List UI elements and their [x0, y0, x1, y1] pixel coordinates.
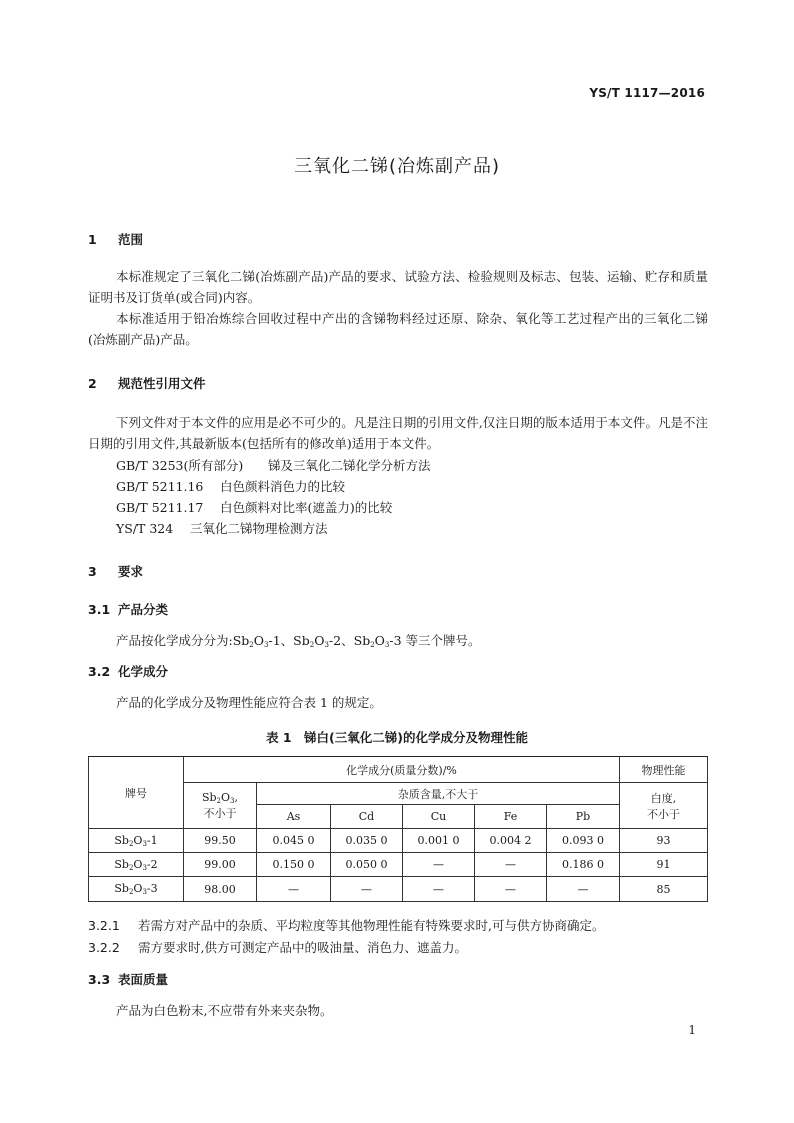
- cell-whiteness: 93: [620, 829, 708, 853]
- section-number: 3.1: [88, 602, 111, 617]
- cell-cd: —: [331, 877, 403, 902]
- section-number: 1: [88, 232, 97, 247]
- reference-title: 三氧化二锑物理检测方法: [190, 521, 328, 536]
- header-element: Cd: [331, 805, 403, 829]
- cell-pb: 0.093 0: [547, 829, 620, 853]
- cell-grade: $Sb_2O_3-3$: [89, 877, 184, 902]
- section-3-1-heading: [88, 600, 168, 618]
- table-row: [89, 829, 708, 853]
- header-whiteness: 白度, 不小于: [620, 783, 708, 829]
- cell-sb2o3: 99.50: [184, 829, 257, 853]
- section-title: 表面质量: [118, 972, 169, 987]
- cell-pb: 0.186 0: [547, 853, 620, 877]
- cell-fe: —: [475, 853, 547, 877]
- reference-item: [116, 519, 328, 537]
- section-3-2-heading: [88, 662, 168, 680]
- reference-title: 白色颜料消色力的比较: [220, 479, 346, 494]
- section-number: 2: [88, 376, 97, 391]
- clause-text: 若需方对产品中的杂质、平均粒度等其他物理性能有特殊要求时,可与供方协商确定。: [138, 918, 605, 933]
- header-chemical: 化学成分(质量分数)/%: [184, 757, 620, 783]
- section-2-paragraph-1: 下列文件对于本文件的应用是必不可少的。凡是注日期的引用文件,仅注日期的版本适用于本文件。凡是不注日期的引用文件,其最新版本(包括所有的修改单)适用于本文件。: [88, 415, 708, 451]
- cell-cd: 0.050 0: [331, 853, 403, 877]
- clause-number: 3.2.1: [88, 918, 120, 933]
- cell-sb2o3: 99.00: [184, 853, 257, 877]
- reference-code: GB/T 5211.17: [116, 500, 204, 515]
- section-number: 3.2: [88, 664, 111, 679]
- section-number: 3: [88, 564, 97, 579]
- reference-item: [116, 477, 345, 495]
- section-3-1-paragraph: 产品按化学成分分为$:Sb_2O_3-1$、$Sb_2O_3-2$、$Sb_2O_3-3$ 等三个牌号。: [116, 633, 481, 649]
- header-impurity: 杂质含量,不大于: [257, 783, 620, 805]
- table-row: [89, 853, 708, 877]
- cell-cu: —: [403, 853, 475, 877]
- section-3-3-paragraph: 产品为白色粉末,不应带有外来夹杂物。: [116, 1003, 333, 1018]
- section-3-2-paragraph: 产品的化学成分及物理性能应符合表 1 的规定。: [116, 695, 382, 710]
- cell-whiteness: 85: [620, 877, 708, 902]
- reference-title: 锑及三氧化二锑化学分析方法: [268, 458, 431, 473]
- section-1-paragraph-2: 本标准适用于铅冶炼综合回收过程中产出的含锑物料经过还原、除杂、氧化等工艺过程产出的三氧化二锑(冶炼副产品)产品。: [88, 311, 708, 347]
- cell-as: 0.045 0: [257, 829, 331, 853]
- cell-whiteness: 91: [620, 853, 708, 877]
- clause-3-2-2: [88, 938, 467, 956]
- cell-sb2o3: 98.00: [184, 877, 257, 902]
- section-1-heading: [88, 230, 143, 248]
- cell-cu: —: [403, 877, 475, 902]
- cell-as: —: [257, 877, 331, 902]
- clause-3-2-1: [88, 916, 604, 934]
- header-element: As: [257, 805, 331, 829]
- clause-number: 3.2.2: [88, 940, 120, 955]
- standard-code: YS/T 1117—2016: [589, 86, 705, 100]
- cell-fe: 0.004 2: [475, 829, 547, 853]
- table-row: [89, 877, 708, 902]
- cell-cd: 0.035 0: [331, 829, 403, 853]
- reference-code: GB/T 3253(所有部分): [116, 458, 244, 473]
- header-physical: 物理性能: [620, 757, 708, 783]
- header-sb2o3: $Sb_2O_3$, 不小于: [184, 783, 257, 829]
- section-title: 化学成分: [118, 664, 169, 679]
- reference-code: YS/T 324: [116, 521, 174, 536]
- section-number: 3.3: [88, 972, 111, 987]
- cell-cu: 0.001 0: [403, 829, 475, 853]
- cell-grade: $Sb_2O_3-2$: [89, 853, 184, 877]
- page-number: 1: [688, 1023, 696, 1037]
- section-2-heading: [88, 374, 206, 392]
- clause-text: 需方要求时,供方可测定产品中的吸油量、消色力、遮盖力。: [138, 940, 467, 955]
- header-element: Pb: [547, 805, 620, 829]
- section-title: 规范性引用文件: [118, 376, 206, 391]
- section-title: 产品分类: [118, 602, 169, 617]
- reference-item: [116, 498, 392, 516]
- cell-as: 0.150 0: [257, 853, 331, 877]
- header-element: Fe: [475, 805, 547, 829]
- composition-table: [88, 756, 708, 902]
- section-title: 范围: [118, 232, 144, 247]
- reference-title: 白色颜料对比率(遮盖力)的比较: [220, 500, 393, 515]
- table-caption: 表 1 锑白(三氧化二锑)的化学成分及物理性能: [266, 730, 528, 745]
- cell-grade: $Sb_2O_3-1$: [89, 829, 184, 853]
- reference-code: GB/T 5211.16: [116, 479, 204, 494]
- section-title: 要求: [118, 564, 144, 579]
- cell-fe: —: [475, 877, 547, 902]
- cell-pb: —: [547, 877, 620, 902]
- header-grade: 牌号: [89, 757, 184, 829]
- reference-item: [116, 456, 431, 474]
- header-element: Cu: [403, 805, 475, 829]
- section-3-heading: [88, 562, 143, 580]
- section-3-3-heading: [88, 970, 168, 988]
- document-title: 三氧化二锑(冶炼副产品): [293, 156, 501, 177]
- section-1-paragraph-1: 本标准规定了三氧化二锑(冶炼副产品)产品的要求、试验方法、检验规则及标志、包装、运输、贮存和质量证明书及订货单(或合同)内容。: [88, 269, 708, 305]
